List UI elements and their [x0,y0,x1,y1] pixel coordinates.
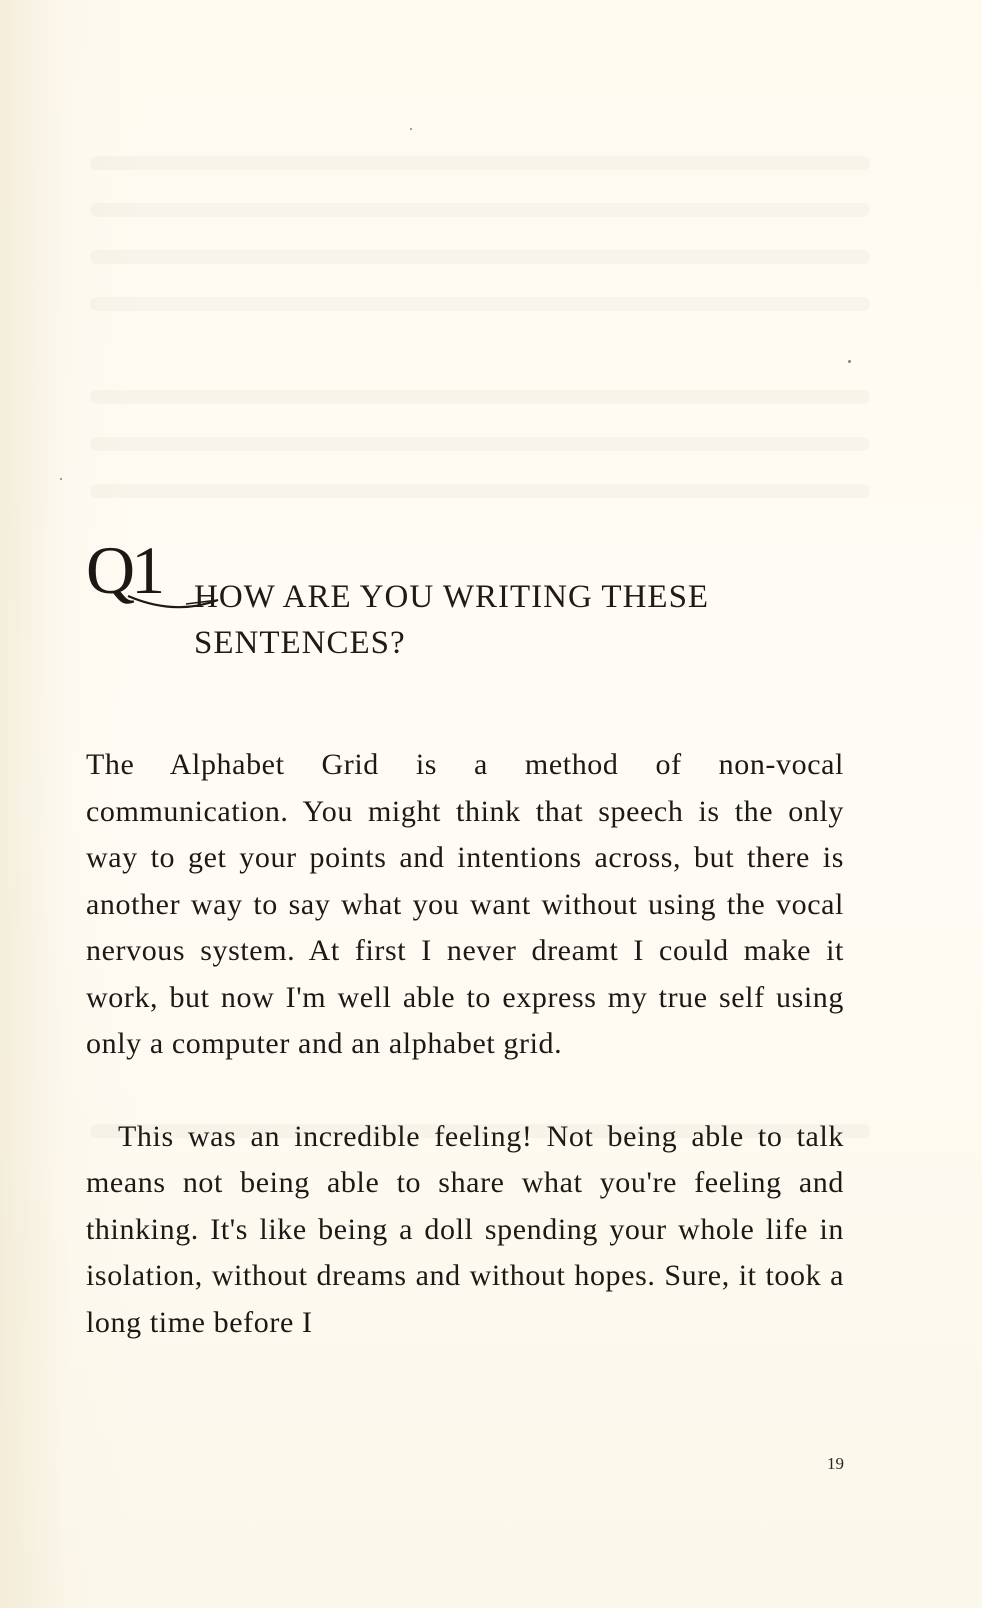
paragraph: This was an incredible feeling! Not being able to talk means not being able to share what you're feeling and thinking. It's like being a doll spending your whole life in isolation, without dreams and without hopes. Sure, it took a long time before I [86,1119,844,1339]
bleed-through-line [90,250,870,264]
bleed-through-line [90,297,870,311]
page-number: 19 [827,1454,844,1473]
question-heading [194,574,834,666]
bleed-through-line [90,156,870,170]
paper-speck [848,360,851,363]
question-heading-line2: SENTENCES? [194,625,406,661]
body-text [86,742,844,1346]
paper-speck [60,478,62,480]
question-block [86,530,886,680]
bleed-through-line [90,390,870,404]
bleed-through-line [90,203,870,217]
paper-speck [410,128,412,130]
bleed-through-line [90,437,870,451]
paragraph: The Alphabet Grid is a method of non-vocal communication. You might think that speech is the only way to get your points and intentions across, but there is another way to say what you want without using the vocal nervous system. At first I never dreamt I could make it work, but now I'm well able to express my true self using only a computer and an alphabet grid. [86,748,844,1060]
question-number: Q1 [86,532,162,608]
question-heading-line1: HOW ARE YOU WRITING THESE [194,579,710,615]
bleed-through-line [90,484,870,498]
